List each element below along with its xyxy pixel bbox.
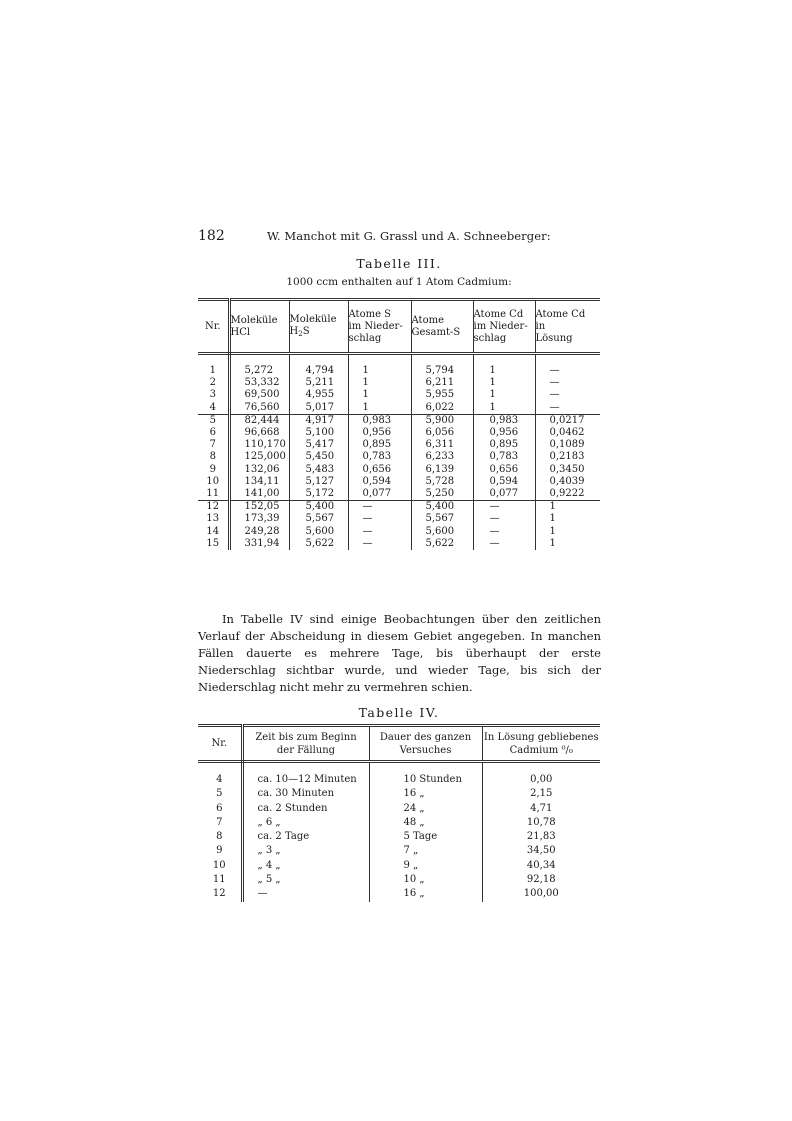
cell-nr: 8 [198, 830, 242, 844]
cell-cd-loesung: 0,3450 [549, 463, 585, 475]
cell-s-niederschlag: 0,594 [348, 476, 411, 488]
cell-zeit: ca. 10—12 Minuten [242, 773, 369, 787]
table3-subtitle: 1000 ccm enthalten auf 1 Atom Cadmium: [286, 276, 512, 288]
cell-nr: 4 [198, 402, 229, 415]
table-row [198, 513, 600, 525]
cell-cd-loesung: 0,4039 [549, 475, 585, 487]
table-row [198, 773, 600, 787]
cell-zeit: „ 5 „ [242, 873, 369, 887]
cell-s-niederschlag: 0,077 [348, 488, 411, 501]
cell-s-niederschlag: 1 [348, 402, 411, 415]
cell-gesamt-s: 6,233 [411, 451, 473, 463]
table-row [198, 464, 600, 476]
table-row [198, 377, 600, 389]
cell-h2s: 5,622 [289, 538, 348, 550]
cell-gesamt-s: 5,955 [411, 389, 473, 401]
table-row [198, 802, 600, 816]
cell-cd-loesung: 1 [549, 513, 556, 525]
cell-loesung: 92,18 [526, 874, 556, 886]
cell-zeit: ca. 30 Minuten [242, 787, 369, 801]
cell-h2s: 4,955 [289, 389, 348, 401]
cell-nr: 1 [198, 365, 229, 377]
cell-zeit: „ 6 „ [242, 816, 369, 830]
cell-zeit: ca. 2 Stunden [242, 802, 369, 816]
table3-col-gesamt-s: Atome Gesamt-S [411, 300, 473, 354]
table-row [198, 501, 600, 514]
cell-h2s: 5,017 [289, 402, 348, 415]
cell-cd-loesung: 1 [549, 525, 556, 537]
cell-hcl: 125,000 [229, 451, 289, 463]
cell-gesamt-s: 6,139 [411, 464, 473, 476]
cell-cd-niederschlag: — [473, 501, 535, 514]
table-row [198, 887, 600, 901]
cell-cd-loesung: — [549, 389, 560, 401]
cell-loesung: 100,00 [523, 888, 559, 900]
cell-nr: 12 [198, 887, 242, 901]
page-header [198, 228, 600, 244]
table4-title: Tabelle IV. [358, 705, 440, 720]
cell-h2s: 5,127 [289, 476, 348, 488]
cell-s-niederschlag: 1 [348, 389, 411, 401]
cell-gesamt-s: 6,056 [411, 427, 473, 439]
cell-hcl: 96,668 [229, 427, 289, 439]
table-row [198, 389, 600, 401]
table3-col-hcl: Moleküle HCl [229, 300, 289, 354]
cell-nr: 7 [198, 439, 229, 451]
cell-nr: 6 [198, 802, 242, 816]
cell-s-niederschlag: 0,783 [348, 451, 411, 463]
cell-cd-loesung: 1 [549, 537, 556, 549]
cell-cd-loesung: — [549, 401, 560, 413]
cell-hcl: 134,11 [229, 476, 289, 488]
cell-h2s: 5,483 [289, 464, 348, 476]
cell-cd-loesung: 0,9222 [549, 488, 585, 500]
cell-hcl: 152,05 [229, 501, 289, 514]
cell-dauer: 48 „ [369, 816, 482, 830]
cell-s-niederschlag: — [348, 538, 411, 550]
cell-cd-loesung: 0,1089 [549, 439, 585, 451]
cell-cd-niederschlag: 0,077 [473, 488, 535, 501]
cell-gesamt-s: 5,567 [411, 513, 473, 525]
cell-h2s: 5,417 [289, 439, 348, 451]
cell-h2s: 4,794 [289, 365, 348, 377]
table4-col-dauer: Dauer des ganzen Versuches [369, 726, 482, 762]
table-row [198, 859, 600, 873]
cell-nr: 4 [198, 773, 242, 787]
table-row [198, 787, 600, 801]
cell-cd-loesung: — [549, 377, 560, 389]
cell-h2s: 5,172 [289, 488, 348, 501]
cell-nr: 9 [198, 464, 229, 476]
table3-col-h2s: Moleküle $H_2S$ [289, 300, 348, 354]
cell-cd-niederschlag: 0,956 [473, 427, 535, 439]
table4-header-row [198, 726, 600, 762]
cell-dauer: 10 Stunden [369, 773, 482, 787]
table-row [198, 488, 600, 501]
table-row [198, 414, 600, 427]
cell-gesamt-s: 5,728 [411, 476, 473, 488]
table4-col-nr: Nr. [198, 726, 242, 762]
table3-col-cd-loesung: Atome Cd in Lösung [535, 300, 600, 354]
cell-gesamt-s: 6,022 [411, 402, 473, 415]
cell-h2s: 4,917 [289, 414, 348, 427]
cell-nr: 2 [198, 377, 229, 389]
page-number: 182 [198, 228, 225, 244]
cell-cd-niederschlag: 1 [473, 377, 535, 389]
cell-dauer: 10 „ [369, 873, 482, 887]
cell-cd-niederschlag: 0,783 [473, 451, 535, 463]
cell-gesamt-s: 6,211 [411, 377, 473, 389]
cell-s-niederschlag: 0,983 [348, 414, 411, 427]
table-row [198, 830, 600, 844]
body-paragraph [198, 611, 601, 696]
table-row [198, 439, 600, 451]
cell-dauer: 7 „ [369, 844, 482, 858]
cell-hcl: 110,170 [229, 439, 289, 451]
cell-cd-niederschlag: 0,594 [473, 476, 535, 488]
table4 [198, 724, 600, 902]
cell-cd-niederschlag: 1 [473, 389, 535, 401]
cell-cd-niederschlag: 0,983 [473, 414, 535, 427]
cell-loesung: 34,50 [526, 845, 556, 857]
cell-cd-loesung: 0,0217 [535, 414, 600, 427]
cell-dauer: 5 Tage [369, 830, 482, 844]
cell-nr: 14 [198, 526, 229, 538]
cell-h2s: 5,450 [289, 451, 348, 463]
cell-hcl: 141,00 [229, 488, 289, 501]
cell-cd-niederschlag: — [473, 526, 535, 538]
cell-s-niederschlag: 0,956 [348, 427, 411, 439]
cell-h2s: 5,211 [289, 377, 348, 389]
cell-loesung: 21,83 [526, 831, 556, 843]
cell-hcl: 132,06 [229, 464, 289, 476]
table-row [198, 526, 600, 538]
cell-gesamt-s: 5,400 [411, 501, 473, 514]
cell-zeit: „ 3 „ [242, 844, 369, 858]
table3 [198, 298, 600, 550]
cell-hcl: 5,272 [229, 365, 289, 377]
cell-loesung: 4,71 [530, 802, 553, 814]
cell-cd-niederschlag: — [473, 513, 535, 525]
cell-dauer: 9 „ [369, 859, 482, 873]
cell-loesung: 10,78 [526, 816, 556, 828]
cell-zeit: ca. 2 Tage [242, 830, 369, 844]
cell-cd-niederschlag: 0,895 [473, 439, 535, 451]
cell-loesung: 0,00 [530, 774, 553, 785]
cell-nr: 5 [198, 787, 242, 801]
cell-nr: 8 [198, 451, 229, 463]
table3-col-s-niederschlag: Atome S im Nieder- schlag [348, 300, 411, 354]
table4-col-loesung: In Lösung gebliebenes Cadmium ⁰/₀ [482, 726, 600, 762]
cell-hcl: 331,94 [229, 538, 289, 550]
cell-s-niederschlag: — [348, 513, 411, 525]
cell-zeit: „ 4 „ [242, 859, 369, 873]
table-row [198, 816, 600, 830]
cell-nr: 13 [198, 513, 229, 525]
cell-gesamt-s: 6,311 [411, 439, 473, 451]
cell-s-niederschlag: 1 [348, 377, 411, 389]
cell-cd-niederschlag: 0,656 [473, 464, 535, 476]
cell-s-niederschlag: — [348, 501, 411, 514]
cell-hcl: 53,332 [229, 377, 289, 389]
cell-gesamt-s: 5,622 [411, 538, 473, 550]
running-head: W. Manchot mit G. Grassl und A. Schneeberger: [267, 229, 551, 243]
cell-hcl: 249,28 [229, 526, 289, 538]
cell-cd-niederschlag: 1 [473, 402, 535, 415]
cell-gesamt-s: 5,900 [411, 414, 473, 427]
cell-cd-niederschlag: 1 [473, 365, 535, 377]
table-row [198, 844, 600, 858]
cell-nr: 5 [198, 414, 229, 427]
cell-h2s: 5,100 [289, 427, 348, 439]
cell-nr: 12 [198, 501, 229, 514]
cell-cd-loesung: 1 [535, 501, 600, 514]
cell-dauer: 16 „ [369, 787, 482, 801]
table3-header-row [198, 300, 600, 354]
table-row [198, 402, 600, 415]
cell-nr: 15 [198, 538, 229, 550]
cell-hcl: 173,39 [229, 513, 289, 525]
table-row [198, 873, 600, 887]
table-row [198, 451, 600, 463]
cell-h2s: 5,600 [289, 526, 348, 538]
cell-hcl: 76,560 [229, 402, 289, 415]
cell-loesung: 2,15 [530, 788, 553, 800]
table-row [198, 365, 600, 377]
table-row [198, 476, 600, 488]
cell-zeit: — [242, 887, 369, 901]
table3-title: Tabelle III. [356, 256, 442, 271]
paragraph-text: In Tabelle IV sind einige Beobachtungen über den zeitlichen Verlauf der Abscheidung in diesem Gebiet angegeben. In manchen Fällen dauerte es mehrere Tage, bis überhaupt der erste Niederschlag sichtbar wurde, und wieder Tage, bis sich der Niederschlag nicht mehr zu vermehren schien. [198, 612, 601, 694]
cell-cd-loesung: — [549, 365, 560, 376]
cell-h2s: 5,567 [289, 513, 348, 525]
cell-nr: 7 [198, 816, 242, 830]
table3-col-nr: Nr. [198, 300, 229, 354]
cell-loesung: 40,34 [526, 859, 556, 871]
cell-nr: 10 [198, 859, 242, 873]
cell-nr: 11 [198, 873, 242, 887]
cell-hcl: 69,500 [229, 389, 289, 401]
table-row [198, 427, 600, 439]
cell-s-niederschlag: 0,895 [348, 439, 411, 451]
table4-col-zeit: Zeit bis zum Beginn der Fällung [242, 726, 369, 762]
cell-dauer: 24 „ [369, 802, 482, 816]
cell-gesamt-s: 5,794 [411, 365, 473, 377]
cell-nr: 11 [198, 488, 229, 501]
cell-cd-loesung: 0,0462 [549, 427, 585, 439]
cell-cd-niederschlag: — [473, 538, 535, 550]
cell-nr: 3 [198, 389, 229, 401]
table-row [198, 538, 600, 550]
cell-s-niederschlag: — [348, 526, 411, 538]
cell-s-niederschlag: 0,656 [348, 464, 411, 476]
cell-nr: 6 [198, 427, 229, 439]
cell-hcl: 82,444 [229, 414, 289, 427]
cell-gesamt-s: 5,250 [411, 488, 473, 501]
cell-gesamt-s: 5,600 [411, 526, 473, 538]
cell-nr: 9 [198, 844, 242, 858]
table3-col-cd-niederschlag: Atome Cd im Nieder- schlag [473, 300, 535, 354]
cell-h2s: 5,400 [289, 501, 348, 514]
cell-cd-loesung: 0,2183 [549, 451, 585, 463]
cell-nr: 10 [198, 476, 229, 488]
cell-dauer: 16 „ [369, 887, 482, 901]
cell-s-niederschlag: 1 [348, 365, 411, 377]
